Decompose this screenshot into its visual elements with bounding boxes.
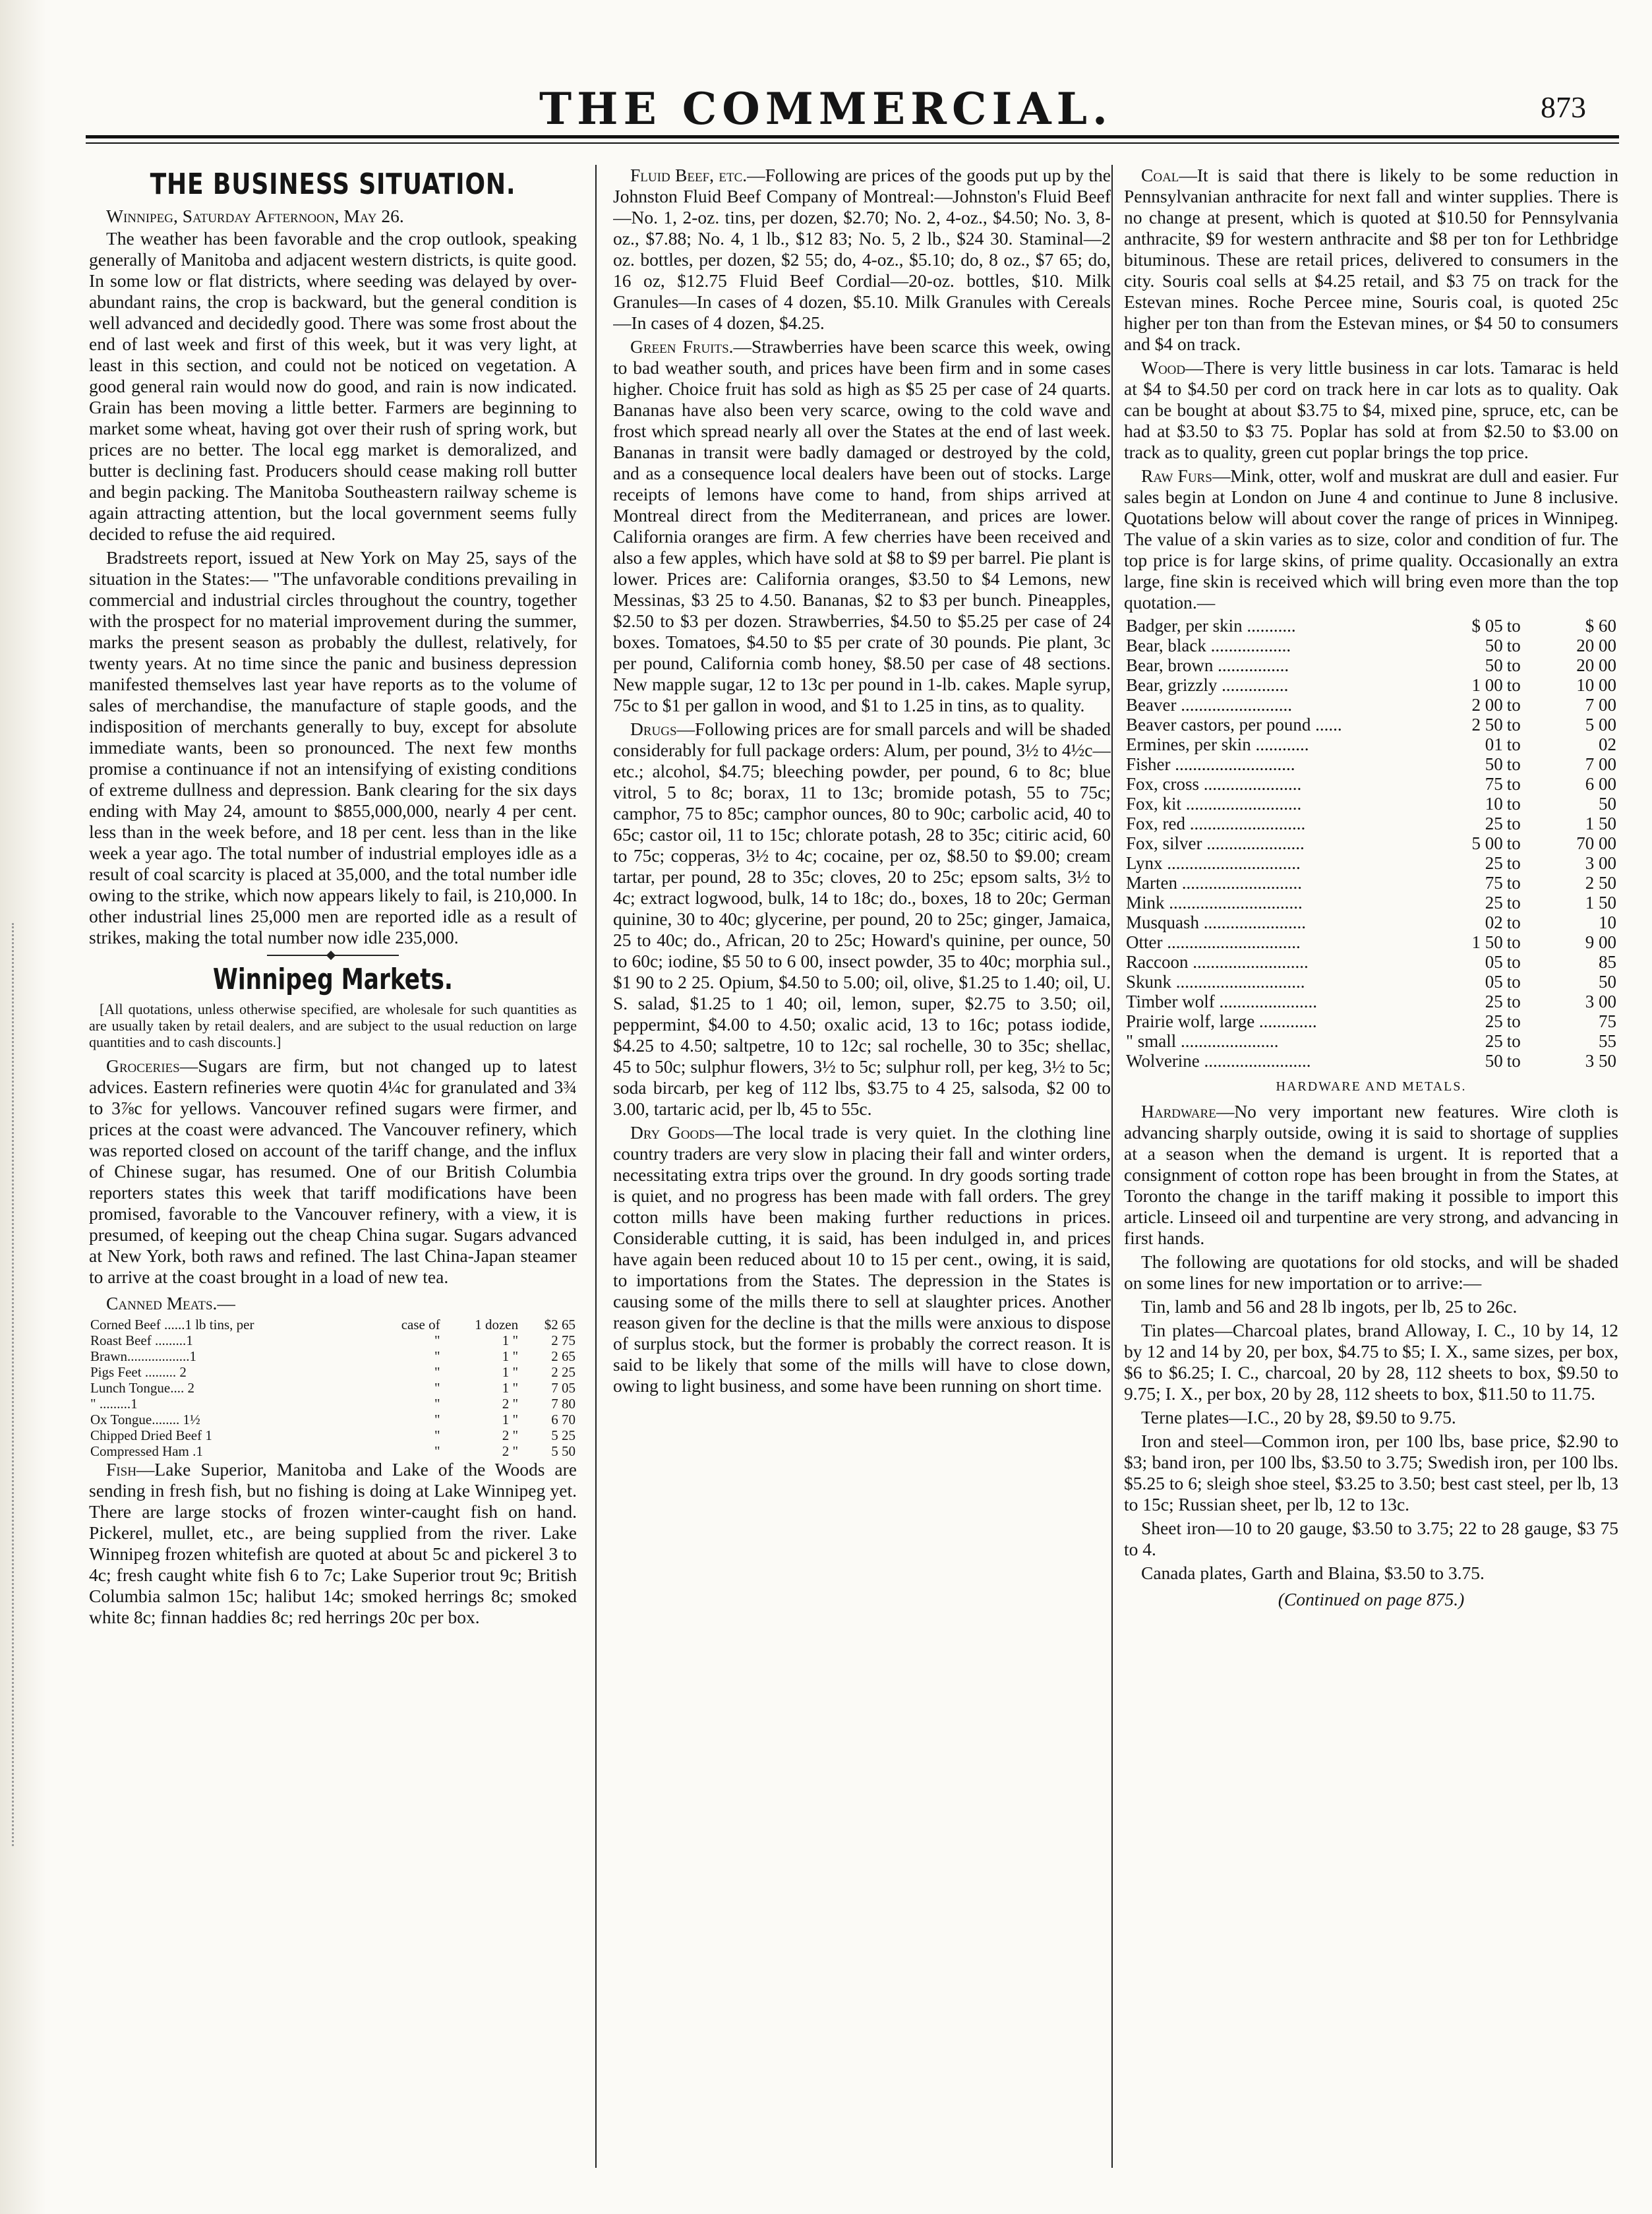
fur-row: [1124, 675, 1618, 695]
fur-row: [1124, 952, 1618, 972]
fur-row-cell: Fisher ...........................: [1126, 754, 1295, 774]
fur-row-cell: 25: [1485, 1011, 1503, 1031]
fur-row: [1124, 1051, 1618, 1071]
fur-row-cell: Wolverine ........................: [1126, 1051, 1311, 1071]
fur-row-cell: Fox, red ..........................: [1126, 814, 1306, 833]
canned-meat-row-cell: Corned Beef ......1 lb tins, per: [90, 1317, 254, 1332]
fur-row: [1124, 616, 1618, 636]
fur-row: [1124, 1011, 1618, 1031]
groceries-head: Groceries: [106, 1056, 180, 1076]
fur-row-cell: 5 00: [1585, 715, 1616, 734]
canned-meat-row: [89, 1427, 577, 1443]
page-number: 873: [1541, 90, 1586, 124]
canned-meat-row-cell: Ox Tongue........ 1½: [90, 1412, 200, 1427]
fur-row-cell: 55: [1599, 1031, 1616, 1051]
canned-meats-head: Canned Meats.—: [106, 1293, 235, 1313]
canned-meat-row: [89, 1348, 577, 1364]
hardware-item: Terne plates—I.C., 20 by 28, $9.50 to 9.75.: [1141, 1407, 1456, 1427]
canned-meat-row-cell: ": [434, 1348, 440, 1364]
column-1: [89, 165, 577, 2168]
business-situation-heading: THE BUSINESS SITUATION.: [150, 167, 516, 201]
fish-head: Fish: [106, 1459, 136, 1480]
newspaper-title: THE COMMERCIAL.: [539, 83, 1113, 135]
canned-meat-row-cell: ": [434, 1427, 440, 1443]
fur-row-cell: to: [1506, 893, 1521, 913]
canned-meat-row-cell: ": [434, 1332, 440, 1348]
canned-meat-row-cell: ": [434, 1443, 440, 1459]
wood-head: Wood: [1141, 357, 1186, 378]
fur-row-cell: to: [1506, 734, 1521, 754]
fur-row-cell: to: [1506, 814, 1521, 833]
fur-row-cell: 50: [1599, 794, 1616, 814]
fur-row-cell: to: [1506, 636, 1521, 655]
fur-row: [1124, 814, 1618, 833]
fur-row-cell: 6 00: [1585, 774, 1616, 794]
fur-row-cell: to: [1506, 972, 1521, 992]
fur-row-cell: Musquash .......................: [1126, 913, 1307, 932]
fur-row-cell: to: [1506, 695, 1521, 715]
fur-row-cell: 2 50: [1471, 715, 1503, 734]
coal-text: —It is said that there is likely to be some reduction in Pennsylvanian anthracite for next fall and winter supplies. There is no change at present, which is quoted at $10.50 for Pennsylvania anthracite, $9 for western anthracite and $8 per ton for Lethbridge bituminous. These are retail prices, delivered to consumers in the city. Souris coal sells at $4.25 retail, and $3 75 on track for the Estevan mines. Roche Percee mine, Souris coal, is quoted 25c higher per ton than from the Estevan mines, or $4 50 to consumers and $4 on track.: [1124, 165, 1618, 354]
fur-row-cell: Fox, silver ......................: [1126, 833, 1305, 853]
fur-row-cell: Mink ..............................: [1126, 893, 1303, 913]
fur-row-cell: 25: [1485, 992, 1503, 1011]
fur-row-cell: Bear, grizzly ...............: [1126, 675, 1289, 695]
fur-row-cell: to: [1506, 655, 1521, 675]
dateline: Winnipeg, Saturday Afternoon, May 26.: [106, 206, 404, 226]
dry-goods-text: —The local trade is very quiet. In the clothing line country traders are very slow in placing their fall and winter orders, necessitating extra trips over the ground. In dry goods sorting trade is quiet, and no progress has been made with fall orders. The grey cotton mills have been making further reductions in prices. Considerable cutting, it is said, has been indulged in, and prices have again been reduced about 10 to 15 per cent., owing, it is said, to importations from the States. The depression in the States is causing some of the mills there to sell at slaughter prices. Another reason given for the decline is that the mills were anxious to dispose of surplus stock, but the former is probably the correct reason. It is said to be likely that some of the mills will have to close down, owing to light business, and some have been running on short time.: [613, 1122, 1111, 1396]
fur-row-cell: 85: [1599, 952, 1616, 972]
fluid-beef-head: Fluid Beef, etc.: [630, 165, 748, 185]
fur-row-cell: to: [1506, 992, 1521, 1011]
fur-row-cell: 25: [1485, 1031, 1503, 1051]
fur-row-cell: Beaver .........................: [1126, 695, 1292, 715]
green-fruits-head: Green Fruits.: [630, 336, 734, 357]
hardware-paragraph: [1124, 1101, 1618, 1249]
quotation-note: [All quotations, unless otherwise specified, are wholesale for such quantities as are usually taken by retail dealers, and are subject to the usual reduction on large quantities and to cash discounts.]: [89, 1001, 577, 1050]
fur-row-cell: 02: [1599, 734, 1616, 754]
canned-meat-row-cell: ": [434, 1364, 440, 1380]
masthead-rule-thin: [86, 142, 1619, 144]
fur-row: [1124, 972, 1618, 992]
green-fruits-text: —Strawberries have been scarce this week, owing to bad weather south, and prices have been firm and in some cases higher. Choice fruit has sold as high as $5 25 per case of 24 quarts. Bananas have also been very scarce, owing to the cold wave and frost which spread nearly all over the States at the end of last week. Bananas in transit were badly damaged or destroyed by the cold, and as a consequence local dealers have been out of stocks. Large receipts of lemons have come to hand, from ships arrived at Montreal direct from the Mediterranean, and prices are lower. California oranges are firm. A few cherries have been received and also a few apples, which have sold at $8 to $9 per barrel. Pie plant is lower. Prices are: California oranges, $3.50 to $4 Lemons, new Messinas, $3 25 to 4.50. Bananas, $2 to $3 per bunch. Pineapples, $2.50 to $3 per dozen. Strawberries, $4.50 to $5.25 per case of 24 boxes. Tomatoes, $4.50 to $5 per crate of 30 pounds. Pie plant, 3c per pound, California comb honey, $8.50 per case of 48 sections. New mapple sugar, 12 to 13c per pound in 1-lb. cakes. Maple syrup, 75c to $1 per gallon in wood, and $1 to 1.25 in tins, as to quality.: [613, 336, 1111, 715]
canned-meat-row-cell: 1 ": [502, 1364, 519, 1380]
fur-row-cell: 10 00: [1576, 675, 1616, 695]
fur-row-cell: to: [1506, 1051, 1521, 1071]
wood-paragraph: [1124, 357, 1618, 463]
fur-row-cell: to: [1506, 794, 1521, 814]
canned-meat-row-cell: 1 ": [502, 1348, 519, 1364]
canned-meat-row-cell: 1 ": [502, 1332, 519, 1348]
canned-meat-row-cell: 1 ": [502, 1380, 519, 1396]
fur-row-cell: 20 00: [1576, 636, 1616, 655]
fur-row-cell: 7 00: [1585, 695, 1616, 715]
hardware-item: Sheet iron—10 to 20 gauge, $3.50 to 3.75; 22 to 28 gauge, $3 75 to 4.: [1124, 1518, 1618, 1559]
canned-meat-row-cell: " .........1: [90, 1396, 138, 1412]
fur-row: [1124, 715, 1618, 734]
canned-meat-row-cell: 2 65: [551, 1348, 575, 1364]
fluid-beef-paragraph: [613, 165, 1111, 334]
hardware-text: —No very important new features. Wire cloth is advancing sharply outside, owing it is said to shortage of supplies at a season when the demand is urgent. It is reported that a consignment of cotton rope has been brought in from the States, at Toronto the change in the tariff making it possible to import this article. Linseed oil and turpentine are very strong, and advancing in first hands.: [1124, 1101, 1618, 1248]
canned-meat-row-cell: 5 25: [551, 1427, 575, 1443]
fur-row-cell: to: [1506, 1031, 1521, 1051]
fur-row: [1124, 734, 1618, 754]
fur-row-cell: to: [1506, 754, 1521, 774]
fur-row-cell: Skunk .............................: [1126, 972, 1305, 992]
hardware-item: Iron and steel—Common iron, per 100 lbs, base price, $2.90 to $3; band iron, per 100 lbs, $3.50 to 3.75; Swedish iron, per 100 lbs. $5.25 to 6; sleigh shoe steel, $3.25 to 3.50; best cast steel, per lb, 13 to 15c; Russian sheet, per lb, 12 to 13c.: [1124, 1431, 1618, 1514]
canned-meat-row-cell: ": [434, 1380, 440, 1396]
fur-row-cell: $ 60: [1585, 616, 1616, 636]
fur-row-cell: to: [1506, 616, 1521, 636]
drugs-head: Drugs: [630, 719, 677, 739]
fur-row-cell: 25: [1485, 814, 1503, 833]
fur-row-cell: Fox, kit ..........................: [1126, 794, 1302, 814]
canned-meat-row-cell: 2 ": [502, 1396, 519, 1412]
fur-row-cell: to: [1506, 932, 1521, 952]
raw-furs-paragraph: [1124, 465, 1618, 613]
fish-paragraph: [89, 1459, 577, 1628]
fur-row: [1124, 913, 1618, 932]
fur-row: [1124, 833, 1618, 853]
continued-note: (Continued on page 875.): [1278, 1589, 1465, 1609]
fur-row-cell: 2 50: [1585, 873, 1616, 893]
hardware-item: Tin plates—Charcoal plates, brand Alloway, I. C., 10 by 14, 12 by 12 and 14 by 20, per box, $4.75 to $5; I. X., same sizes, per box, $6 to $6.25; I. C., charcoal, 20 by 28, 112 sheets to box, $9.50 to 9.75; I. X., per box, 20 by 28, 112 sheets to box, $11.50 to 11.75.: [1124, 1320, 1618, 1404]
canned-meat-row-cell: 1 dozen: [475, 1317, 519, 1332]
fur-row-cell: 02: [1485, 913, 1503, 932]
fur-row: [1124, 794, 1618, 814]
business-paragraph-2: Bradstreets report, issued at New York on May 25, says of the situation in the States:— "The unfavorable conditions prevailing in commercial and industrial circles throughout the country, together with the prospect for no material improvement during the summer, marks the present season as probably the dullest, relatively, for twenty years. At no time since the panic and business depression manifested themselves last year have reports as to the volume of sales of merchandise, the manufacture of staple goods, and the indisposition of merchants generally to buy, except for absolute immediate wants, been so pronounced. The next few months promise a continuance if not an intensifying of existing conditions of extreme dullness and depression. Bank clearing for the six days ending with May 24, amount to $855,000,000, nearly 4 per cent. less than in the week before, and 18 per cent. less than in the like week a year ago. The total number of industrial employes idle as a result of coal scarcity is placed at 35,000, and the total number idle owing to the strike, which now appears likely to fail, is 210,000. In other industrial lines 25,000 men are reported idle as a result of strikes, making the total number now idle 235,000.: [89, 547, 577, 947]
canned-meat-row: [89, 1380, 577, 1396]
fur-row-cell: to: [1506, 913, 1521, 932]
canned-meat-row: [89, 1396, 577, 1412]
fur-row-cell: Otter ..............................: [1126, 932, 1301, 952]
canned-meat-row-cell: ": [434, 1396, 440, 1412]
fur-row: [1124, 873, 1618, 893]
fur-row-cell: 3 00: [1585, 992, 1616, 1011]
fur-row: [1124, 655, 1618, 675]
masthead: [26, 63, 1626, 136]
canned-meat-row-cell: 5 50: [551, 1443, 575, 1459]
fur-row-cell: 9 00: [1585, 932, 1616, 952]
fur-row-cell: 3 00: [1585, 853, 1616, 873]
fur-row-cell: 50: [1485, 636, 1503, 655]
fur-row-cell: to: [1506, 1011, 1521, 1031]
fur-row-cell: 20 00: [1576, 655, 1616, 675]
fur-row-cell: 25: [1485, 853, 1503, 873]
groceries-paragraph: [89, 1056, 577, 1288]
canned-meat-row-cell: $2 65: [544, 1317, 575, 1332]
fur-row-cell: 25: [1485, 893, 1503, 913]
fur-row-cell: to: [1506, 853, 1521, 873]
canned-meat-row: [89, 1443, 577, 1459]
coal-paragraph: [1124, 165, 1618, 355]
business-paragraph-1: The weather has been favorable and the crop outlook, speaking generally of Manitoba and adjacent western districts, is quite good. In some low or flat districts, where seeding was delayed by over-abundant rains, the crop is backward, but the general condition is well advanced and decidedly good. There was some frost about the end of last week and first of this week, but it was very light, at least in this section, and could not be noticed on vegetation. A good general rain would now do good, and rain is now indicated. Grain has been moving a little better. Farmers are beginning to market some wheat, having got over their rush of spring work, but prices are no better. The local egg market is demoralized, and butter is declining fast. Producers should cease making roll butter and begin packing. The Manitoba Southeastern railway scheme is again attracting attention, but the local government seems fully decided to refuse the aid required.: [89, 228, 577, 544]
canned-meat-row-cell: Lunch Tongue.... 2: [90, 1380, 194, 1396]
canned-meat-row-cell: Roast Beef .........1: [90, 1332, 193, 1348]
fur-row-cell: 05: [1485, 952, 1503, 972]
hardware-head: Hardware: [1141, 1101, 1216, 1122]
fur-row-cell: Timber wolf ......................: [1126, 992, 1318, 1011]
fur-row: [1124, 992, 1618, 1011]
fur-row: [1124, 893, 1618, 913]
fur-row-cell: 5 00: [1471, 833, 1503, 853]
dry-goods-head: Dry Goods: [630, 1122, 715, 1143]
fur-row-cell: to: [1506, 952, 1521, 972]
fur-row-cell: 70 00: [1576, 833, 1616, 853]
fur-row-cell: to: [1506, 774, 1521, 794]
fur-row-cell: 50: [1485, 754, 1503, 774]
raw-furs-text: —Mink, otter, wolf and muskrat are dull and easier. Fur sales begin at London on June 4 and continue to June 8 inclusive. Quotations below will about cover the range of prices in Winnipeg. The value of a skin varies as to size, color and condition of fur. The top price is for large skins, of prime quality. Occasionally an extra large, fine skin is received which will bring even more than the top quotation.—: [1124, 465, 1618, 613]
fur-row-cell: 10: [1485, 794, 1503, 814]
fur-row-cell: 50: [1485, 655, 1503, 675]
column-divider-2: [1111, 165, 1113, 2168]
fur-row-cell: Marten ...........................: [1126, 873, 1302, 893]
fur-row-cell: Badger, per skin ...........: [1126, 616, 1296, 636]
fur-row-cell: to: [1506, 675, 1521, 695]
wood-text: —There is very little business in car lots. Tamarac is held at $4 to $4.50 per cord on track here in car lots as to quality. Oak can be bought at about $3.75 to $4, mixed pine, spruce, etc, can be had at $3.50 to $3 75. Poplar has sold at from $2.50 to $3.00 on track as to quality, green cut poplar brings the top price.: [1124, 357, 1618, 462]
drugs-paragraph: [613, 719, 1111, 1120]
fur-row-cell: 2 00: [1471, 695, 1503, 715]
fur-row-cell: $ 05: [1471, 616, 1503, 636]
canned-meat-row-cell: Pigs Feet ......... 2: [90, 1364, 187, 1380]
fur-row-cell: 1 50: [1585, 893, 1616, 913]
raw-furs-head: Raw Furs: [1141, 465, 1212, 486]
section-divider: [267, 955, 399, 956]
canned-meat-row-cell: 2 25: [551, 1364, 575, 1380]
winnipeg-markets-heading: Winnipeg Markets.: [213, 963, 453, 996]
fur-row-cell: Ermines, per skin ............: [1126, 734, 1309, 754]
canned-meat-row-cell: case of: [401, 1317, 440, 1332]
canned-meat-row-cell: 2 ": [502, 1443, 519, 1459]
fur-row-cell: Beaver castors, per pound ......: [1126, 715, 1342, 734]
fur-row-cell: 1 50: [1585, 814, 1616, 833]
fur-row-cell: 3 50: [1585, 1051, 1616, 1071]
dry-goods-paragraph: [613, 1122, 1111, 1396]
fur-row-cell: 75: [1485, 774, 1503, 794]
hardware-paragraph-2: The following are quotations for old stocks, and will be shaded on some lines for new importation or to arrive:—: [1124, 1251, 1618, 1293]
masthead-rule-thick: [86, 135, 1619, 138]
fur-row-cell: 75: [1485, 873, 1503, 893]
groceries-text: —Sugars are firm, but not changed up to latest advices. Eastern refineries were quotin 4¼c for granulated and 3¾ to 3⅞c for yellows. Vancouver refined sugars were firmer, and prices at the coast were advanced. The Vancouver refinery, which was reported closed on account of the tariff change, and the influx of Chinese sugar, has resumed. One of our British Columbia reporters states this week that tariff modifications have been promised, favorable to the Vancouver refinery, with a view, it is presumed, of keeping out the cheap China sugar. Sugars advanced at New York, both raws and refined. The last China-Japan steamer to arrive at the coast brought in a load of new tea.: [89, 1056, 577, 1287]
canned-meat-row-cell: 2 ": [502, 1427, 519, 1443]
fur-row-cell: " small ......................: [1126, 1031, 1279, 1051]
fur-row-cell: to: [1506, 833, 1521, 853]
fur-row-cell: Fox, cross ......................: [1126, 774, 1302, 794]
fur-row: [1124, 774, 1618, 794]
canned-meat-row-cell: Chipped Dried Beef 1: [90, 1427, 212, 1443]
coal-head: Coal: [1141, 165, 1179, 185]
canned-meat-row-cell: 2 75: [551, 1332, 575, 1348]
canned-meats-table: [89, 1317, 577, 1459]
canned-meat-row-cell: 6 70: [551, 1412, 575, 1427]
fur-row-cell: 1 00: [1471, 675, 1503, 695]
fur-row: [1124, 1031, 1618, 1051]
page-binding-edge: [0, 0, 46, 2214]
canned-meat-row-cell: Compressed Ham .1: [90, 1443, 203, 1459]
canned-meat-row-cell: 7 80: [551, 1396, 575, 1412]
column-divider-1: [595, 165, 597, 2168]
canned-meat-row: [89, 1412, 577, 1427]
fur-row: [1124, 853, 1618, 873]
canned-meat-row: [89, 1317, 577, 1332]
fur-row-cell: 10: [1599, 913, 1616, 932]
hardware-item: Canada plates, Garth and Blaina, $3.50 to 3.75.: [1141, 1563, 1485, 1583]
canned-meat-row-cell: Brawn..................1: [90, 1348, 196, 1364]
furs-price-table: [1124, 616, 1618, 1071]
canned-meat-row-cell: ": [434, 1412, 440, 1427]
fur-row: [1124, 754, 1618, 774]
fur-row-cell: 1 50: [1471, 932, 1503, 952]
fur-row: [1124, 636, 1618, 655]
fur-row-cell: 75: [1599, 1011, 1616, 1031]
fur-row-cell: Raccoon ..........................: [1126, 952, 1309, 972]
fur-row-cell: 50: [1485, 1051, 1503, 1071]
fur-row-cell: Bear, brown ................: [1126, 655, 1289, 675]
canned-meat-row-cell: 7 05: [551, 1380, 575, 1396]
fur-row-cell: to: [1506, 715, 1521, 734]
fur-row-cell: 7 00: [1585, 754, 1616, 774]
canned-meat-row: [89, 1364, 577, 1380]
drugs-text: —Following prices are for small parcels and will be shaded considerably for full package orders: Alum, per pound, 3½ to 4½c—etc.; alcohol, $4.75; bleeching powder, per pound, 6 to 8c; blue vitrol, 5 to 8c; borax, 11 to 13c; bromide potash, 55 to 75c; camphor, 75 to 85c; camphor ounces, 80 to 90c; carbolic acid, 40 to 65c; castor oil, 11 to 15c; chlorate potash, 28 to 35c; citiric acid, 60 to 75c; copperas, 3½ to 4c; cocaine, per oz, $8.50 to $9.00; cream tartar, per pound, 28 to 35c; cloves, 20 to 25c; epsom salts, 3½ to 4c; extract logwood, bulk, 14 to 18c; do., boxes, 18 to 20c; German quinine, 30 to 40c; glycerine, per pound, 20 to 25c; ginger, Jamaica, 25 to 40c; do., African, 20 to 25c; Howard's quinine, per ounce, 50 to 60c; iodine, $5 50 to 6 00, insect powder, 35 to 40c; morphia sul., $1 90 to 2 25. Opium, $4.50 to 5.00; oil, olive, $1.25 to 1.40; oil, U. S. salad, $1.25 to 1 40; oil, lemon, super, $2.75 to 3.50; oil, peppermint, $4.00 to 4.50; oxalic acid, 13 to 16c; potass iodide, $4.25 to 4.50; saltpetre, 10 to 12c; sal rochelle, 30 to 35c; shellac, 45 to 50c; sulphur flowers, 3½ to 5c; sulphur roll, per keg, 3½ to 5c; soda bircarb, per keg of 112 lbs, $3.75 to 4 25, salsoda, $2 00 to 3.00, tartaric acid, per lb, 45 to 55c.: [613, 719, 1111, 1119]
fur-row-cell: 05: [1485, 972, 1503, 992]
fish-text: —Lake Superior, Manitoba and Lake of the Woods are sending in fresh fish, but no fishing is doing at Lake Winnipeg yet. There are large stocks of frozen winter-caught fish on hand. Pickerel, mullet, etc., are being supplied from the river. Lake Winnipeg frozen whitefish are quoted at about 5c and pickerel 3 to 4c; fresh caught white fish 6 to 7c; Lake Superior trout 9c; British Columbia salmon 15c; halibut 14c; smoked herrings 8c; smoked white 8c; finnan haddies 8c; red herrings 20c per box.: [89, 1459, 577, 1627]
fur-row-cell: Bear, black ..................: [1126, 636, 1291, 655]
canned-meat-row: [89, 1332, 577, 1348]
fur-row-cell: to: [1506, 873, 1521, 893]
fur-row-cell: Prairie wolf, large .............: [1126, 1011, 1317, 1031]
hardware-item: Tin, lamb and 56 and 28 lb ingots, per lb, 25 to 26c.: [1141, 1296, 1518, 1317]
fur-row-cell: 01: [1485, 734, 1503, 754]
fur-row: [1124, 695, 1618, 715]
green-fruits-paragraph: [613, 336, 1111, 716]
fluid-beef-text: —Following are prices of the goods put up by the Johnston Fluid Beef Company of Montreal:—Johnston's Fluid Beef—No. 1, 2-oz. tins, per dozen, $2.70; No. 2, 4-oz., $4.50; No. 3, 8-oz., $7.88; No. 4, 1 lb., $12 83; No. 5, 2 lb., $24 30. Staminal—2 oz. bottles, per dozen, $2 55; do, 4-oz., $5.10; do, 8 oz., $7 65; do, 16 oz, $12.75 Fluid Beef Cordial—20-oz. bottles, $10. Milk Granules—In cases of 4 dozen, $5.10. Milk Granules with Cereals—In cases of 4 dozen, $4.25.: [613, 165, 1111, 333]
column-3: [1124, 165, 1618, 2168]
hardware-section-heading: HARDWARE AND METALS.: [1276, 1079, 1467, 1094]
fur-row-cell: Lynx ..............................: [1126, 853, 1301, 873]
fur-row-cell: 50: [1599, 972, 1616, 992]
canned-meat-row-cell: 1 ": [502, 1412, 519, 1427]
column-2: [613, 165, 1111, 2168]
fur-row: [1124, 932, 1618, 952]
